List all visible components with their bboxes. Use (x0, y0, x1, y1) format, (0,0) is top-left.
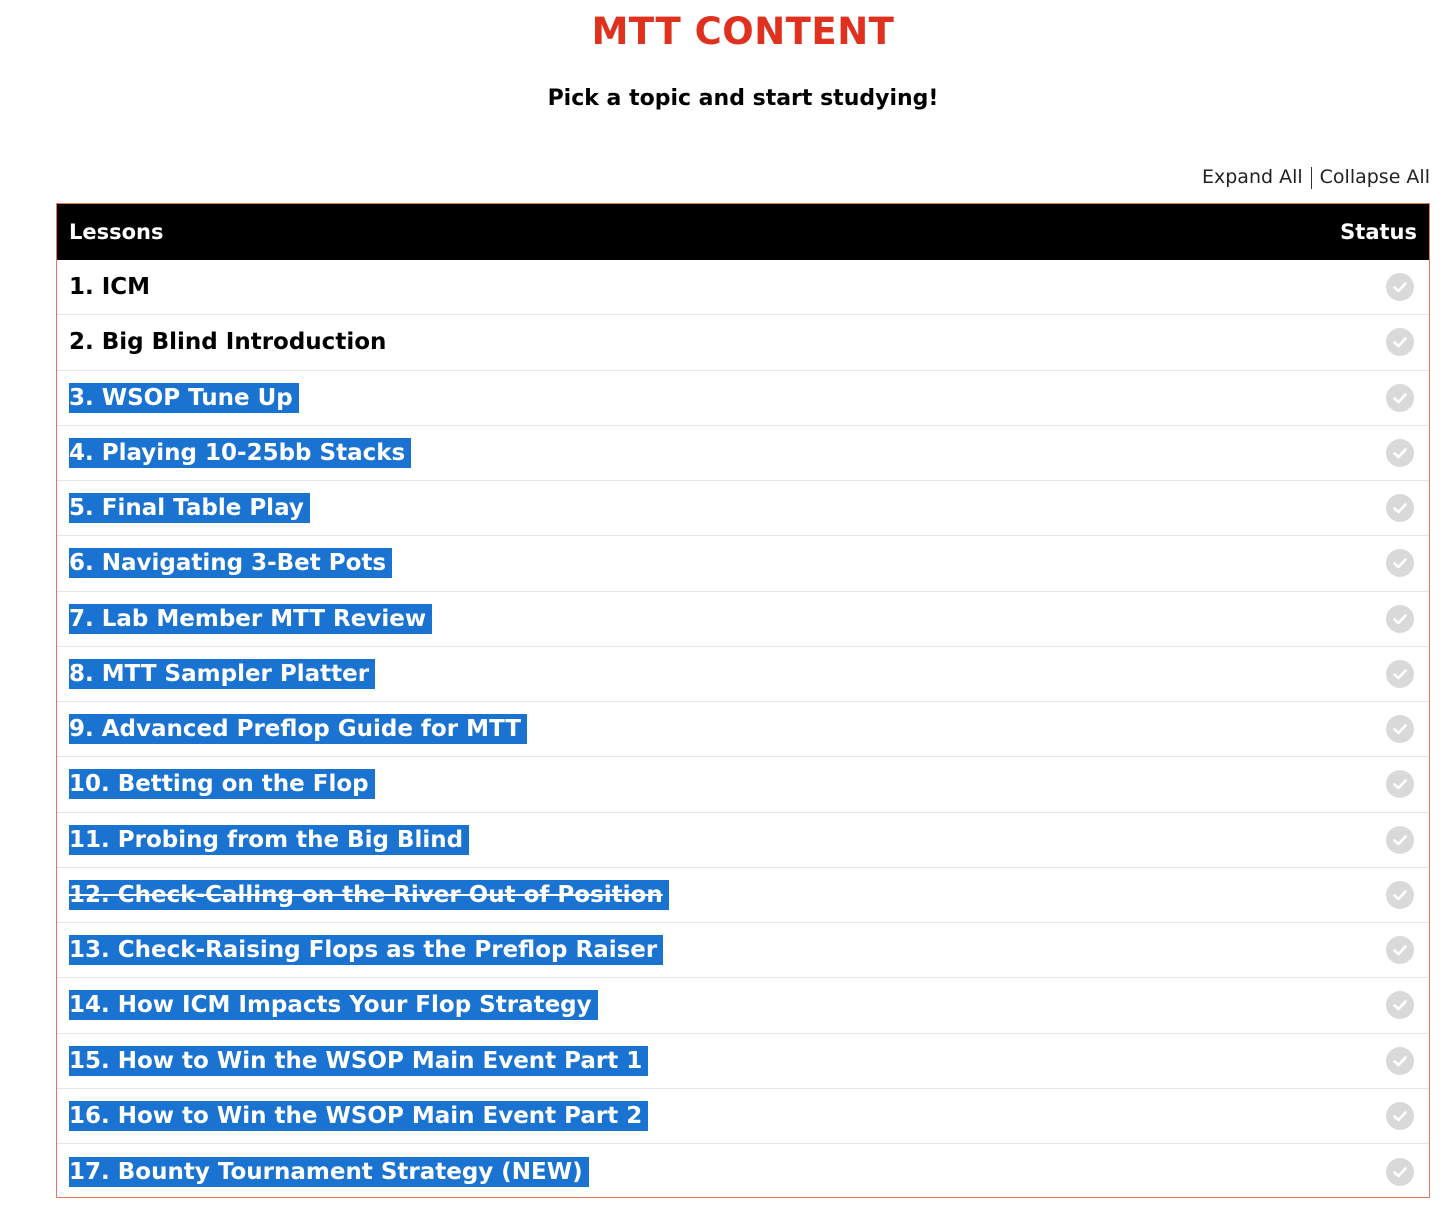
check-circle-icon[interactable] (1386, 770, 1414, 798)
lesson-row[interactable] (57, 536, 1429, 591)
check-circle-icon[interactable] (1386, 1102, 1414, 1130)
lesson-title[interactable]: 13. Check-Raising Flops as the Preflop Raiser (69, 935, 663, 965)
lesson-title[interactable]: 2. Big Blind Introduction (69, 329, 387, 356)
lesson-title[interactable]: 9. Advanced Preflop Guide for MTT (69, 714, 527, 744)
page-title: MTT CONTENT (591, 10, 895, 53)
lesson-title[interactable]: 15. How to Win the WSOP Main Event Part 1 (69, 1046, 648, 1076)
lesson-rows (57, 260, 1429, 1199)
lesson-title[interactable]: 6. Navigating 3-Bet Pots (69, 548, 392, 578)
lesson-row[interactable] (57, 868, 1429, 923)
lesson-row[interactable] (57, 481, 1429, 536)
lesson-row[interactable] (57, 592, 1429, 647)
lesson-row[interactable] (57, 315, 1429, 370)
lessons-table (56, 203, 1430, 1198)
lesson-row[interactable] (57, 923, 1429, 978)
collapse-all-link[interactable]: Collapse All (1319, 166, 1430, 188)
lesson-title[interactable]: 17. Bounty Tournament Strategy (NEW) (69, 1157, 589, 1187)
lesson-title[interactable]: 10. Betting on the Flop (69, 769, 375, 799)
table-header (57, 204, 1429, 260)
expand-all-link[interactable]: Expand All (1202, 166, 1303, 188)
check-circle-icon[interactable] (1386, 328, 1414, 356)
lesson-title[interactable]: 5. Final Table Play (69, 493, 310, 523)
check-circle-icon[interactable] (1386, 605, 1414, 633)
lesson-title[interactable]: 8. MTT Sampler Platter (69, 659, 375, 689)
check-circle-icon[interactable] (1386, 991, 1414, 1019)
expand-collapse-controls (1202, 166, 1430, 189)
separator (1311, 167, 1312, 189)
header-status: Status (1340, 220, 1417, 244)
check-circle-icon[interactable] (1386, 715, 1414, 743)
lesson-title[interactable]: 12. Check-Calling on the River Out of Position (69, 880, 669, 910)
lesson-title[interactable]: 16. How to Win the WSOP Main Event Part 2 (69, 1101, 648, 1131)
lesson-row[interactable] (57, 1144, 1429, 1199)
check-circle-icon[interactable] (1386, 826, 1414, 854)
lesson-row[interactable] (57, 260, 1429, 315)
lesson-row[interactable] (57, 813, 1429, 868)
lesson-row[interactable] (57, 1034, 1429, 1089)
check-circle-icon[interactable] (1386, 660, 1414, 688)
lesson-title[interactable]: 3. WSOP Tune Up (69, 383, 299, 413)
lesson-row[interactable] (57, 757, 1429, 812)
check-circle-icon[interactable] (1386, 494, 1414, 522)
lesson-row[interactable] (57, 702, 1429, 757)
lesson-row[interactable] (57, 1089, 1429, 1144)
check-circle-icon[interactable] (1386, 1047, 1414, 1075)
lesson-title[interactable]: 1. ICM (69, 274, 151, 301)
lesson-title[interactable]: 14. How ICM Impacts Your Flop Strategy (69, 990, 598, 1020)
lesson-title[interactable]: 4. Playing 10-25bb Stacks (69, 438, 411, 468)
lesson-row[interactable] (57, 426, 1429, 481)
check-circle-icon[interactable] (1386, 1158, 1414, 1186)
header-lessons: Lessons (69, 220, 164, 244)
check-circle-icon[interactable] (1386, 439, 1414, 467)
check-circle-icon[interactable] (1386, 384, 1414, 412)
page-subtitle: Pick a topic and start studying! (547, 86, 939, 111)
lesson-row[interactable] (57, 978, 1429, 1033)
check-circle-icon[interactable] (1386, 549, 1414, 577)
check-circle-icon[interactable] (1386, 273, 1414, 301)
lesson-title[interactable]: 7. Lab Member MTT Review (69, 604, 432, 634)
check-circle-icon[interactable] (1386, 881, 1414, 909)
lesson-row[interactable] (57, 371, 1429, 426)
lesson-row[interactable] (57, 647, 1429, 702)
lesson-title[interactable]: 11. Probing from the Big Blind (69, 825, 469, 855)
check-circle-icon[interactable] (1386, 936, 1414, 964)
